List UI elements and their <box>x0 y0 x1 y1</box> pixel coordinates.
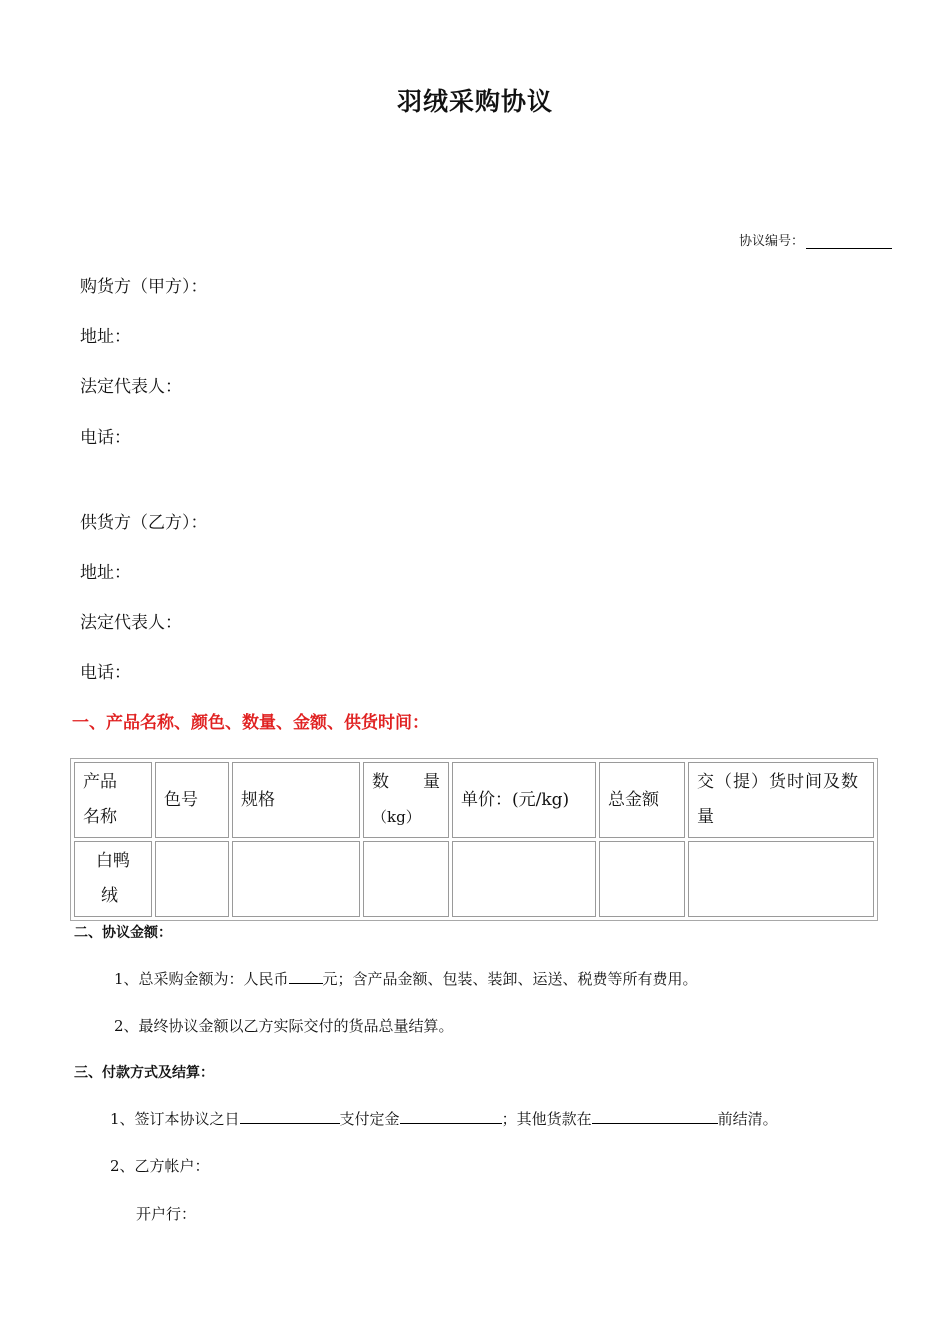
settle-date-blank[interactable] <box>592 1108 718 1124</box>
total-amount-blank[interactable] <box>289 968 323 984</box>
cell-quantity[interactable] <box>363 841 449 917</box>
section3-heading: 三、付款方式及结算： <box>74 1065 214 1081</box>
party-b-address-label: 地址： <box>80 563 131 583</box>
cell-delivery[interactable] <box>688 841 874 917</box>
table-header-row <box>74 762 874 838</box>
party-a-phone-label: 电话： <box>80 428 131 448</box>
agreement-number <box>739 230 892 249</box>
section2-item2: 2、最终协议金额以乙方实际交付的货品总量结算。 <box>114 1017 454 1035</box>
header-delivery-line2: 量 <box>697 807 714 827</box>
party-a-name-label: 购货方（甲方）： <box>80 277 208 297</box>
agreement-number-label: 协议编号： <box>738 234 804 249</box>
party-b-name-label: 供货方（乙方）： <box>80 513 208 533</box>
party-a-rep-label: 法定代表人： <box>80 377 182 397</box>
bank-label: 开户行： <box>136 1205 197 1223</box>
cell-product-name-line2: 绒 <box>101 886 118 906</box>
header-spec: 规格 <box>232 762 360 838</box>
cell-product-name <box>74 841 152 917</box>
header-unit-price: 单价：(元/kg) <box>452 762 596 838</box>
header-quantity-char1: 数 <box>372 772 389 792</box>
section2-item1 <box>114 968 698 989</box>
header-product-name <box>74 762 152 838</box>
deposit-blank[interactable] <box>400 1108 502 1124</box>
section3-item1 <box>110 1108 778 1129</box>
cell-unit-price[interactable] <box>452 841 596 917</box>
header-color: 色号 <box>155 762 229 838</box>
header-product-name-line2: 名称 <box>83 807 117 827</box>
section3-item2: 2、乙方帐户： <box>110 1157 210 1175</box>
header-delivery <box>688 762 874 838</box>
header-delivery-line1: 交（提）货时间及数 <box>697 772 859 792</box>
product-table <box>70 758 878 921</box>
section3-item1-text-a: 1、签订本协议之日 <box>110 1110 240 1128</box>
party-b-rep-label: 法定代表人： <box>80 613 182 633</box>
cell-spec[interactable] <box>232 841 360 917</box>
section1-heading: 一、产品名称、颜色、数量、金额、供货时间： <box>72 713 429 733</box>
section2-item1-text-b: 元；含产品金额、包装、装卸、运送、税费等所有费用。 <box>322 970 698 988</box>
table-row <box>74 841 874 917</box>
header-quantity-char2: 量 <box>423 772 440 792</box>
cell-product-name-line1: 白鸭 <box>96 851 130 871</box>
header-product-name-line1: 产品 <box>83 772 117 792</box>
party-b-phone-label: 电话： <box>80 663 131 683</box>
section3-item1-text-c: ；其他货款在 <box>501 1110 592 1128</box>
header-quantity <box>363 762 449 838</box>
header-total: 总金额 <box>599 762 685 838</box>
party-a-address-label: 地址： <box>80 327 131 347</box>
cell-total[interactable] <box>599 841 685 917</box>
section3-item1-text-b: 支付定金 <box>339 1110 400 1128</box>
section3-item1-text-d: 前结清。 <box>717 1110 778 1128</box>
agreement-number-blank <box>806 234 892 249</box>
document-title: 羽绒采购协议 <box>396 87 553 116</box>
section2-heading: 二、协议金额： <box>74 925 172 941</box>
cell-color[interactable] <box>155 841 229 917</box>
sign-date-blank[interactable] <box>240 1108 340 1124</box>
header-quantity-unit: （kg） <box>372 808 421 826</box>
section2-item1-text-a: 1、总采购金额为：人民币 <box>114 970 289 988</box>
